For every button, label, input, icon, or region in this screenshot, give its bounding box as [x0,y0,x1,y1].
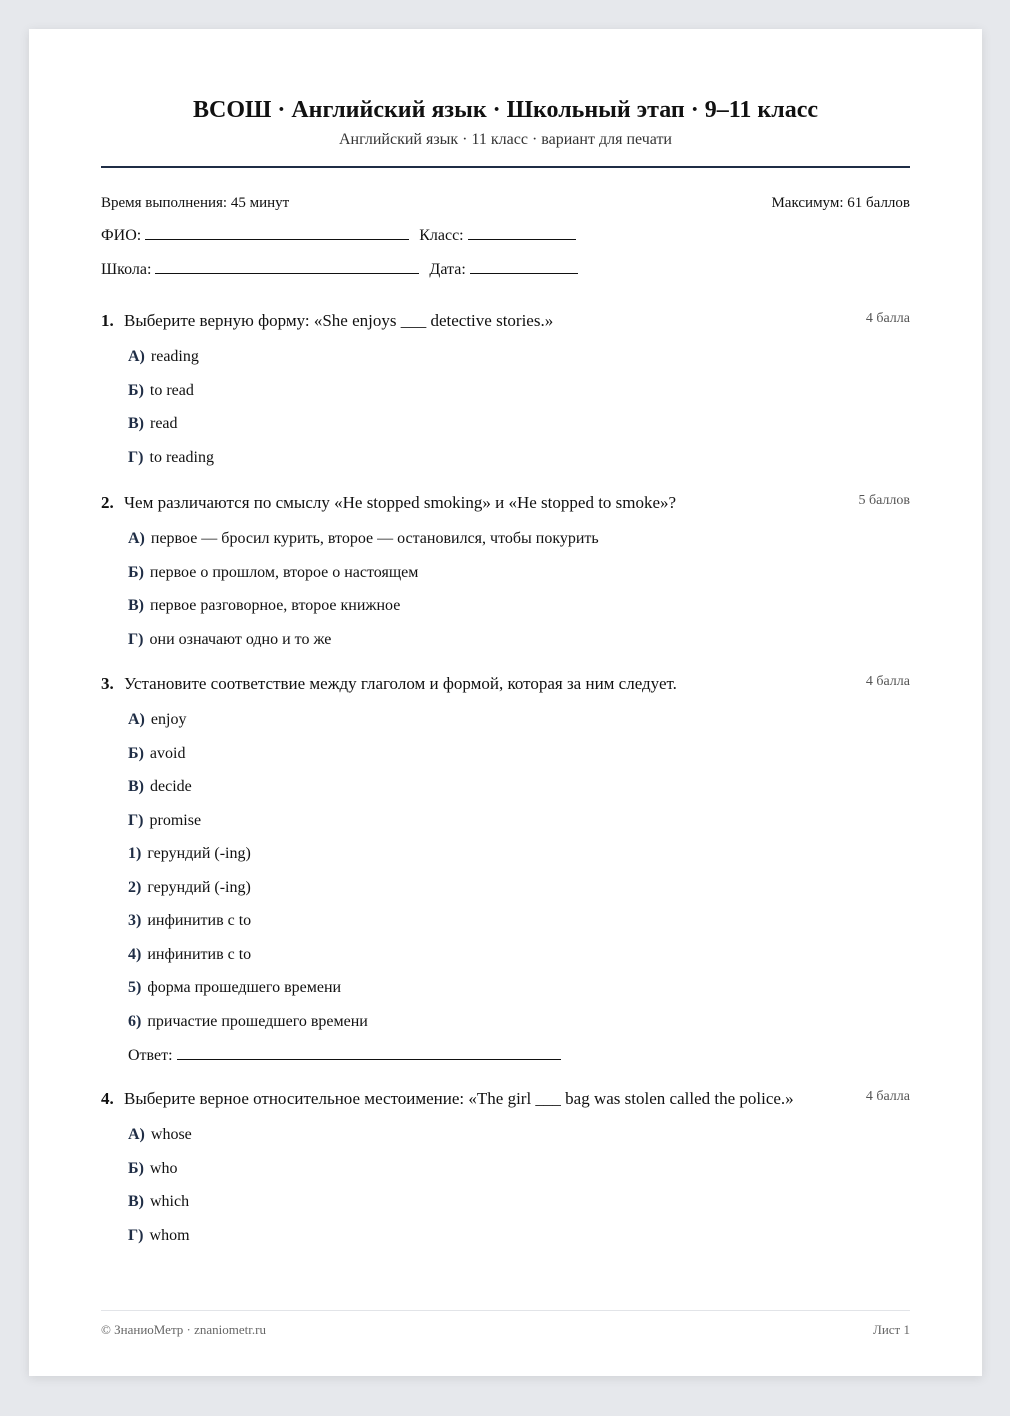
option-letter: Б) [128,563,144,581]
option-text: первое о прошлом, второе о настоящем [149,563,419,581]
option [101,1159,910,1179]
option-text: which [150,1193,190,1210]
school-label: Школа: [101,261,152,278]
option-text: первое — бросил курить, второе — остановился, чтобы покурить [150,530,599,547]
page-title: ВСОШ · Английский язык · Школьный этап · 9–11 класс [192,97,818,123]
question-text: Установите соответствие между глаголом и формой, которая за ним следует. [124,674,677,693]
option-text: read [150,415,178,432]
option-letter: В) [128,1193,144,1210]
option-letter: В) [128,415,144,432]
option [101,596,910,616]
option-letter: Г) [128,448,144,466]
option [101,347,910,367]
max-score: Максимум: 61 баллов [771,195,910,211]
match-option [101,945,910,965]
question-number: 1. [101,311,114,330]
time-limit: Время выполнения: 45 минут [101,195,290,211]
question-4 [101,1088,910,1246]
option-text: promise [149,811,202,829]
answer-blank [177,1045,561,1060]
fio-label: ФИО: [101,227,142,244]
option-text: инфинитив с to [147,945,252,963]
question-number: 2. [101,493,114,512]
question-header [101,1088,910,1110]
option-text: avoid [149,744,186,762]
option [101,777,910,797]
option [101,710,910,730]
question-points: 5 баллов [858,493,910,508]
worksheet-page [29,29,982,1376]
option-text: to reading [149,448,214,466]
answer-label: Ответ: [128,1047,173,1064]
question-points: 4 балла [865,674,910,689]
option-letter: А) [128,530,145,547]
question-3 [101,673,910,1066]
option-letter: Б) [128,381,144,399]
option [101,1226,910,1246]
option [101,563,910,583]
fio-blank [145,225,409,240]
option-text: who [149,1159,178,1177]
question-points: 4 балла [865,1089,910,1104]
question-2 [101,492,910,650]
option-letter: Б) [128,1159,144,1177]
page-subtitle: Английский язык · 11 класс · вариант для печати [338,131,672,148]
footer-page-number: Лист 1 [873,1322,910,1337]
option-letter: В) [128,597,144,614]
option-letter: Г) [128,811,144,829]
question-header [101,673,910,695]
field-row-name [101,225,586,246]
date-blank [470,259,578,274]
option-letter: А) [128,1126,145,1143]
option-text: decide [150,778,192,795]
question-text: Выберите верное относительное местоимение: «The girl ___ bag was stolen called the police.» [124,1089,794,1108]
option-letter: Б) [128,744,144,762]
option-text: герундий (-ing) [147,845,251,862]
option [101,630,910,650]
match-option [101,844,910,864]
question-number: 4. [101,1089,114,1108]
option-text: whom [149,1226,190,1244]
option-text: причастие прошедшего времени [147,1012,368,1030]
option [101,448,910,468]
option [101,381,910,401]
option [101,529,910,549]
match-option [101,911,910,931]
option [101,1192,910,1212]
field-row-school [101,259,588,280]
option-text: герундий (-ing) [147,878,251,896]
option-text: инфинитив с to [147,912,252,929]
option-number: 2) [128,878,142,896]
option-number: 4) [128,945,142,963]
class-label: Класс: [419,227,464,244]
option-letter: Г) [128,630,144,648]
option [101,744,910,764]
option-letter: В) [128,778,144,795]
footer-divider [101,1310,910,1311]
school-blank [155,259,419,274]
question-number: 3. [101,674,114,693]
option-text: enjoy [150,711,187,728]
class-blank [468,225,576,240]
option-number: 5) [128,979,142,996]
option-number: 6) [128,1012,142,1030]
question-text: Выберите верную форму: «She enjoys ___ detective stories.» [124,311,554,330]
option-letter: Г) [128,1226,144,1244]
answer-field [101,1045,910,1066]
option-text: whose [150,1126,192,1143]
option-letter: А) [128,711,145,728]
option-text: reading [150,348,199,365]
question-header [101,310,910,332]
match-option [101,978,910,998]
question-header [101,492,910,514]
option-number: 1) [128,845,142,862]
match-option [101,1012,910,1032]
option-text: они означают одно и то же [149,630,332,648]
option-letter: А) [128,348,145,365]
question-1 [101,310,910,468]
option-number: 3) [128,912,142,929]
option [101,1125,910,1145]
option-text: to read [149,381,194,399]
footer-copyright: © ЗнаниоМетр · znaniometr.ru [101,1322,266,1337]
option [101,811,910,831]
question-text: Чем различаются по смыслу «He stopped smoking» и «He stopped to smoke»? [124,493,677,512]
date-label: Дата: [429,261,466,278]
option-text: форма прошедшего времени [147,979,342,996]
option [101,414,910,434]
header-divider [101,166,910,168]
option-text: первое разговорное, второе книжное [150,597,401,614]
question-points: 4 балла [865,311,910,326]
match-option [101,878,910,898]
